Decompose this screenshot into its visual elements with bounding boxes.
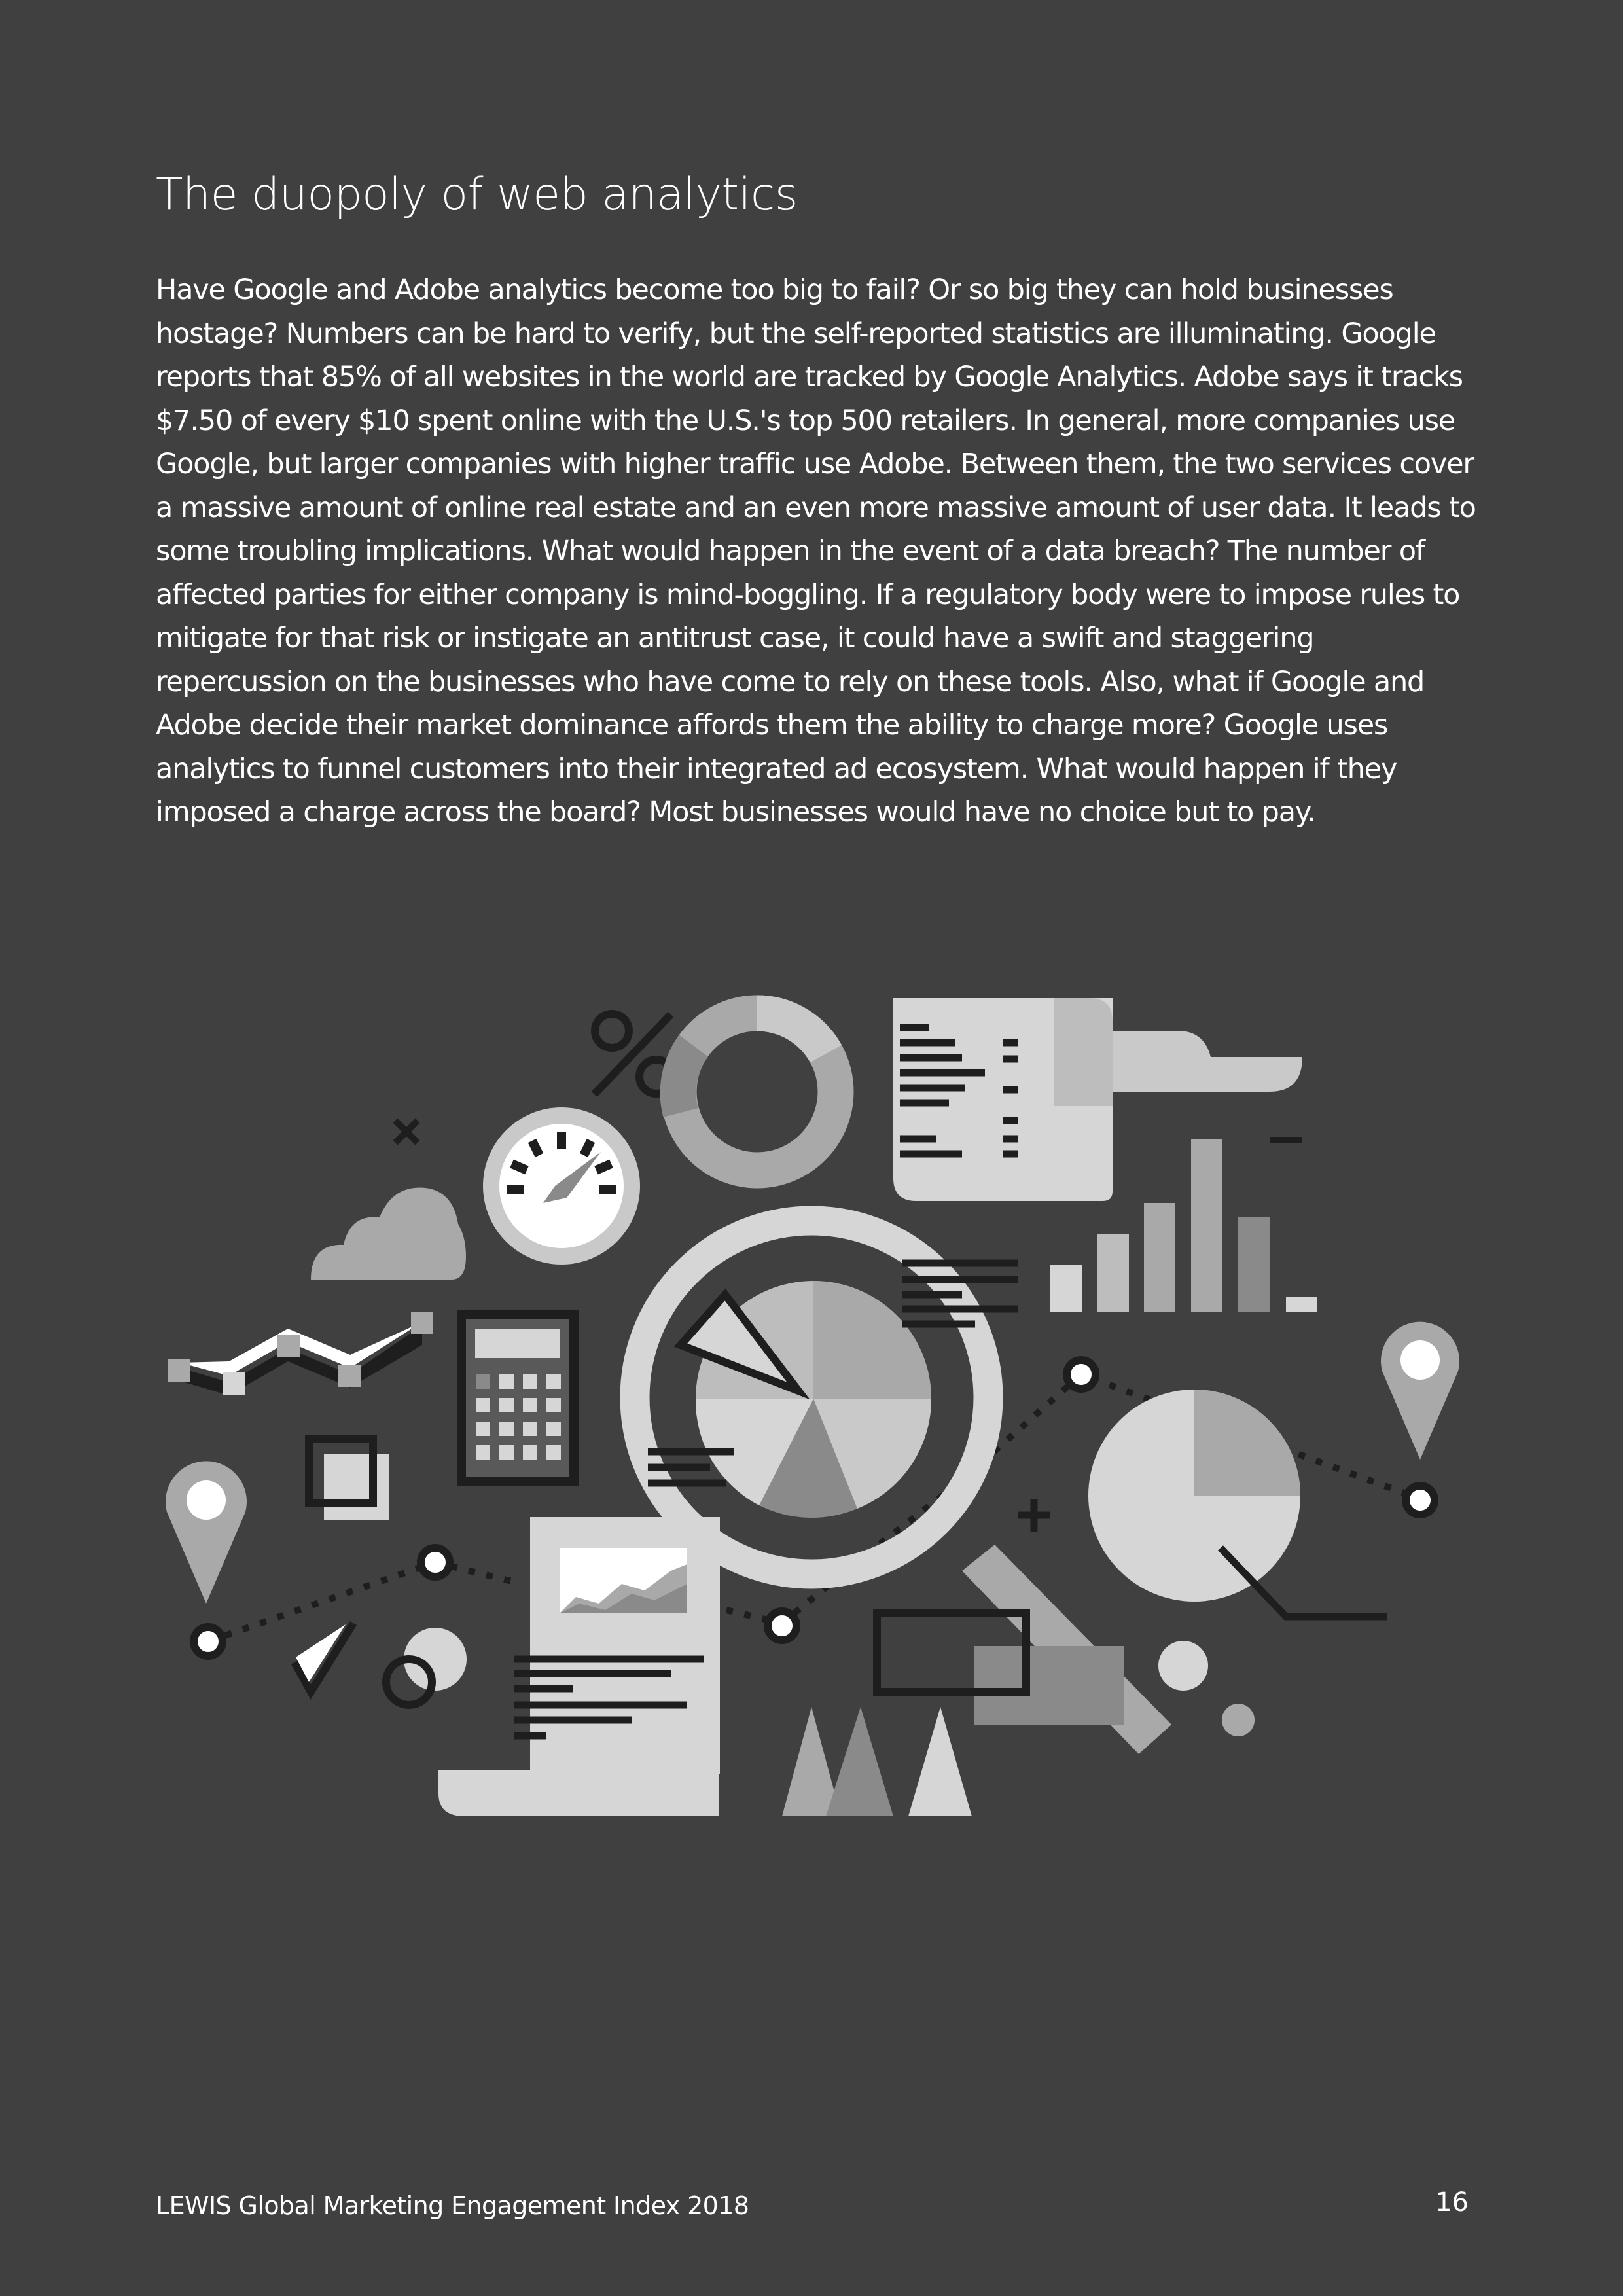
footer-publication: LEWIS Global Marketing Engagement Index 2018 [156, 2191, 749, 2220]
document-icon [438, 1517, 720, 1816]
line-graph-icon [168, 1312, 433, 1395]
gauge-icon [483, 1107, 640, 1265]
cross-icon [395, 1121, 418, 1143]
receipt-icon [893, 998, 1302, 1201]
page-title: The duopoly of web analytics [156, 169, 798, 221]
pie-quarter-icon [1088, 1390, 1387, 1617]
rectangle-icon [877, 1613, 1124, 1725]
donut-chart-icon [678, 1013, 836, 1170]
page-number: 16 [1435, 2187, 1469, 2217]
circles-icon [386, 1628, 467, 1705]
article-body: Have Google and Adobe analytics become too big to fail? Or so big they can hold businesses hostage? Numbers can be hard to verify, but the self-reported statistics are illuminating. Google reports that 85% of all websites in the world are tracked by Google Analytics. Adobe says it tracks $7.50 of every $10 spent online with the U.S.'s top 500 retailers. In general, more companies use Google, but larger companies with higher traffic use Adobe. Between them, the two services cover a massive amount of online real estate and an even more massive amount of user data. It leads to some troubling implications. What would happen in the event of a data breach? The number of affected parties for either company is mind-boggling. If a regulatory body were to impose rules to mitigate for that risk or instigate an antitrust case, it could have a swift and staggering repercussion on the businesses who have come to rely on these tools. Also, what if Google and Adobe decide their market dominance affords them the ability to charge more? Google uses analytics to funnel customers into their integrated ad ecosystem. What would happen if they imposed a charge across the board? Most businesses would have no choice but to pay. [156, 274, 1476, 829]
plus-icon [1018, 1499, 1050, 1532]
cloud-icon [311, 1188, 466, 1280]
calculator-icon [457, 1310, 579, 1486]
squares-icon [309, 1439, 389, 1520]
triangles-icon [782, 1707, 972, 1816]
dots-icon [1158, 1641, 1255, 1736]
